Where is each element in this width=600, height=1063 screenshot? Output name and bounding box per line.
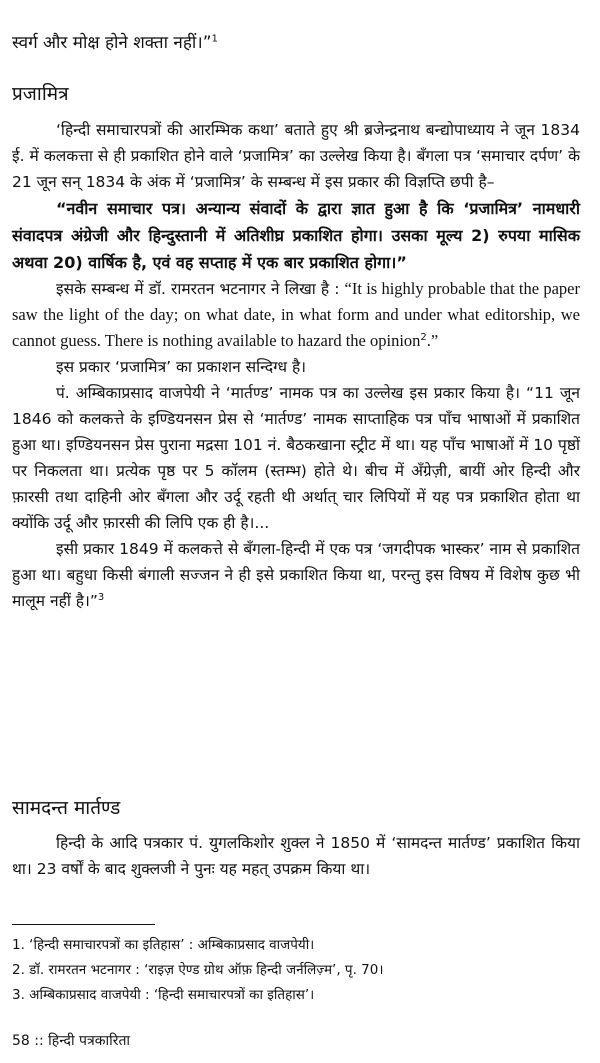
jagdeepak-text: इसी प्रकार 1849 में कलकत्ते से बँगला-हिन्दी में एक पत्र ‘जगदीपक भास्कर’ नाम से प्रकाशित हुआ था। बहुधा किसी बंगाली सज्जन ने ही इसे प्रकाशित किया था, परन्तु इस विषय में विशेष कुछ भी मालूम नहीं है।” <box>12 540 580 610</box>
footnote-divider <box>12 924 155 925</box>
bhatnagar-hindi-text: इसके सम्बन्ध में डॉ. रामरतन भटनागर ने लिखा है : <box>56 280 340 298</box>
footnote-3: 3. अम्बिकाप्रसाद वाजपेयी : ‘हिन्दी समाचारपत्रों का इतिहास’। <box>12 987 315 1003</box>
section-heading-prajamitra: प्रजामित्र <box>12 83 69 105</box>
section-samdant-body <box>12 830 580 882</box>
continued-quote-text: स्वर्ग और मोक्ष होने शक्ता नहीं।” <box>12 33 212 53</box>
continued-quote-line <box>12 30 572 56</box>
footnote-ref-3: 3 <box>97 591 105 603</box>
paragraph-martand: पं. अम्बिकाप्रसाद वाजपेयी ने ‘मार्तण्ड’ नामक पत्र का उल्लेख इस प्रकार किया है। “11 जून 1846 को कलकत्ते के इण्डियनसन प्रेस से ‘मार्तण्ड’ नामक साप्ताहिक पत्र पाँच भाषाओं में प्रकाशित हुआ था। इण्डियनसन प्रेस पुराना मद्रसा 101 नं. बैठकखाना स्ट्रीट में था। यह पाँच भाषाओं में 10 पृष्ठों पर निकलता था। प्रत्येक पृष्ठ पर 5 कॉलम (स्तम्भ) होते थे। बीच में अँग्रेज़ी, बायीं ओर हिन्दी और फ़ारसी तथा दाहिनी ओर बँगला और उर्दू रहती थी अर्थात् चार लिपियों में यह पत्र प्रकाशित होता था क्योंकि उर्दू और फ़ारसी की लिपि एक ही है।... <box>12 384 580 532</box>
bhatnagar-quote-end: .” <box>426 331 439 350</box>
block-quote-notice: “नवीन समाचार पत्र। अन्यान्य संवादों के द्वारा ज्ञात हुआ है कि ‘प्रजामित्र’ नामधारी संवादपत्र अंग्रेजी और हिन्दुस्तानी में अतिशीघ्र प्रकाशित होगा। उसका मूल्य 2) रुपया मासिक अथवा 20) वार्षिक है, एवं वह सप्ताह में एक बार प्रकाशित होगा।” <box>12 199 580 272</box>
footnote-ref-1: 1 <box>211 33 218 45</box>
paragraph-bhatnagar <box>12 276 580 354</box>
paragraph-jagdeepak <box>12 536 580 614</box>
section-heading-samdant-martand: सामदन्त मार्तण्ड <box>12 797 121 819</box>
page-footer: 58 :: हिन्दी पत्रकारिता <box>12 1033 131 1049</box>
footnote-ref-2: 2 <box>420 331 427 343</box>
paragraph-intro: ‘हिन्दी समाचारपत्रों की आरम्भिक कथा’ बताते हुए श्री ब्रजेन्द्रनाथ बन्द्योपाध्याय ने जून 1834 ई. में कलकत्ता से ही प्रकाशित होने वाले ‘प्रजामित्र’ का उल्लेख किया है। बँगला पत्र ‘समाचार दर्पण’ के 21 जून सन् 1834 के अंक में ‘प्रजामित्र’ के सम्बन्ध में इस प्रकार की विज्ञप्ति छपी है– <box>12 121 580 191</box>
paragraph-shukla: हिन्दी के आदि पत्रकार पं. युगलकिशोर शुक्ल ने 1850 में ‘सामदन्त मार्तण्ड’ प्रकाशित किया था। 23 वर्षों के बाद शुक्लजी ने पुनः यह महत् उपक्रम किया था। <box>12 834 580 878</box>
bhatnagar-english-quote: “It is highly probable that the paper saw the light of the day; on what date, in what form and under what editorship, we cannot guess. There is nothing available to hazard the opinion <box>12 279 580 350</box>
footnotes <box>12 933 582 1008</box>
footnote-1: 1. ‘हिन्दी समाचारपत्रों का इतिहास’ : अम्बिकाप्रसाद वाजपेयी। <box>12 937 315 953</box>
footnote-2: 2. डॉ. रामरतन भटनागर : ‘राइज़ ऐण्ड ग्रोथ ऑफ़ हिन्दी जर्नलिज़्म’, पृ. 70। <box>12 962 384 978</box>
section-prajamitra-body <box>12 117 580 614</box>
paragraph-doubtful: इस प्रकार ‘प्रजामित्र’ का प्रकाशन सन्दिग्ध है। <box>56 358 307 376</box>
